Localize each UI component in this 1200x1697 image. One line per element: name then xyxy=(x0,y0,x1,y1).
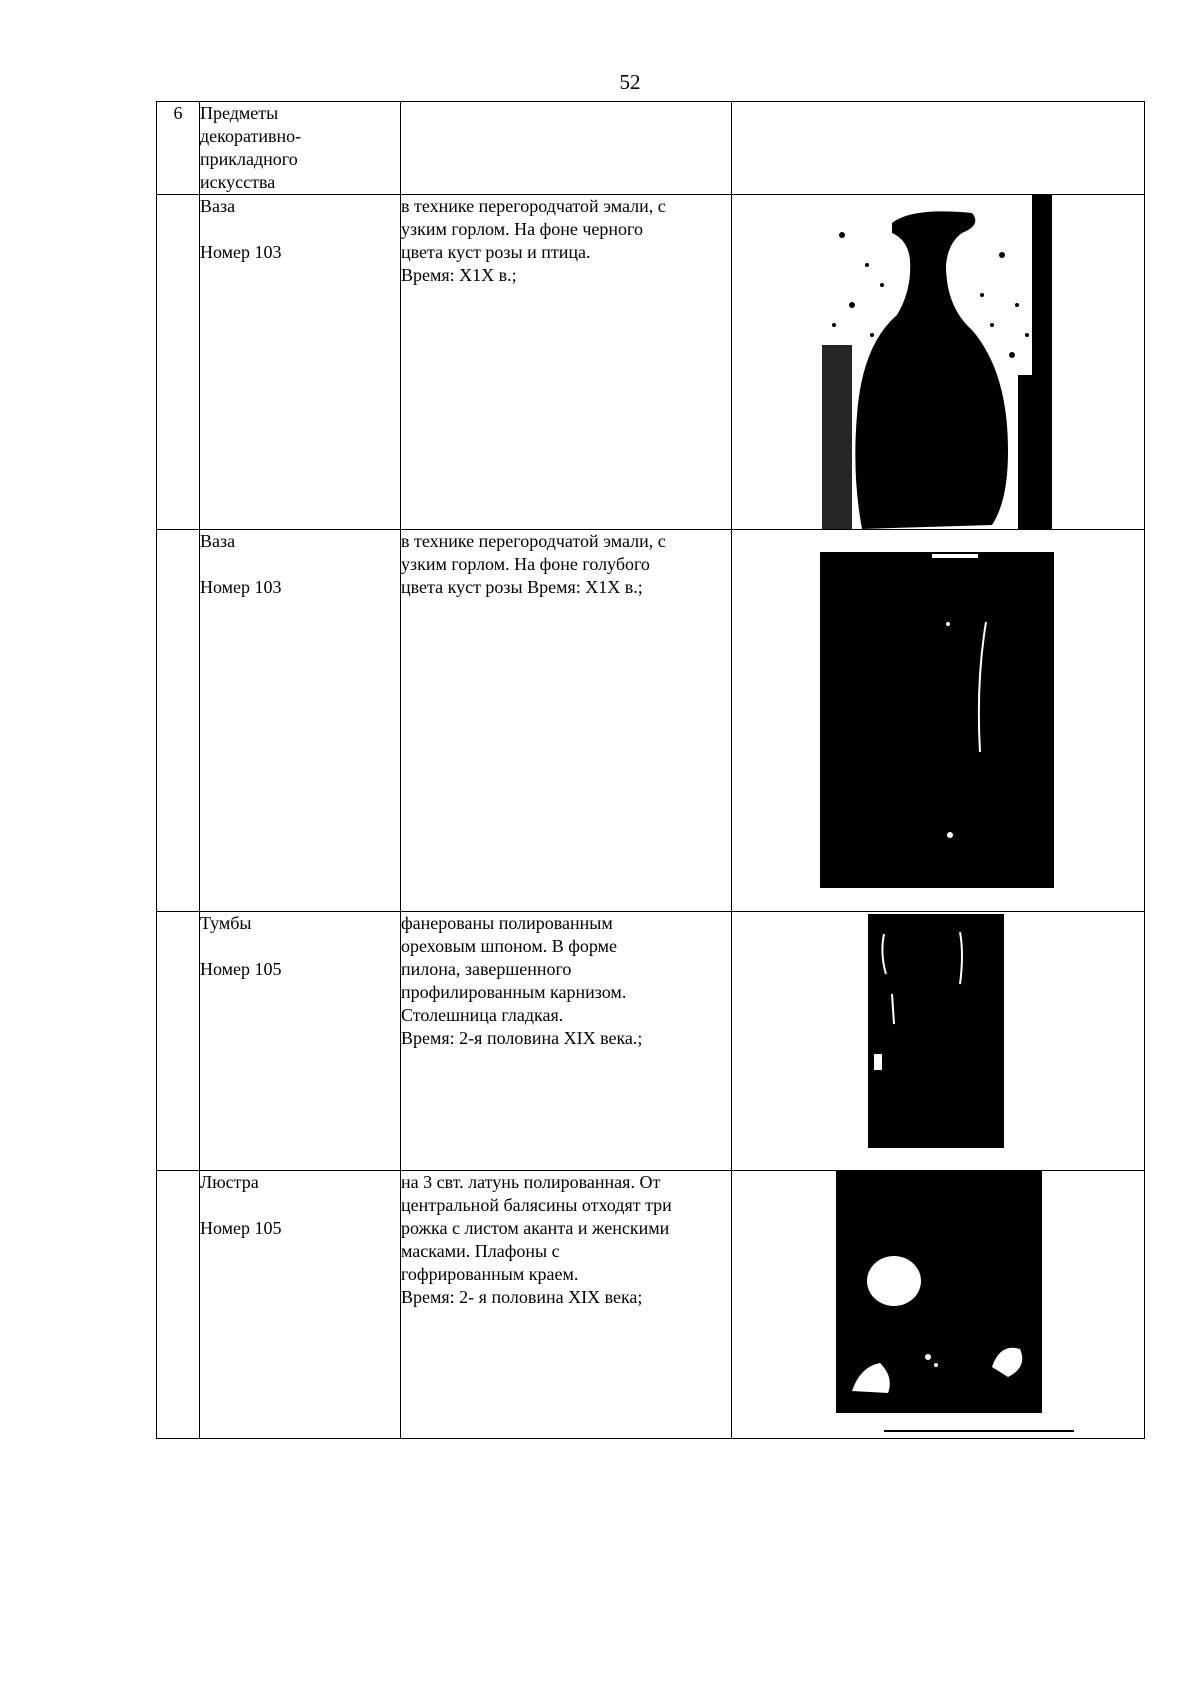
description-line: Время: 2- я половина XIX века; xyxy=(401,1287,643,1307)
description-line: профилированным карнизом. xyxy=(401,982,627,1002)
item-name: Тумбы xyxy=(200,913,252,933)
section-title-line: прикладного xyxy=(200,149,298,169)
description-line: в технике перегородчатой эмали, с xyxy=(401,531,666,551)
description-line: Столешница гладкая. xyxy=(401,1005,564,1025)
vase-blue-photo xyxy=(820,552,1054,888)
table-row xyxy=(157,1171,1145,1439)
table-row xyxy=(157,912,1145,1171)
empty-cell xyxy=(401,102,732,195)
section-title-line: искусства xyxy=(200,172,276,192)
item-name-cell xyxy=(200,912,401,1171)
description-line: цвета куст розы и птица. xyxy=(401,242,591,262)
description-line: Время: X1X в.; xyxy=(401,265,517,285)
section-title xyxy=(200,102,401,195)
table-row xyxy=(157,195,1145,530)
empty-cell xyxy=(732,102,1145,195)
bottom-rule xyxy=(884,1430,1074,1432)
item-name-cell xyxy=(200,1171,401,1439)
item-name: Люстра xyxy=(200,1172,259,1192)
item-name: Ваза xyxy=(200,196,236,216)
section-title-line: Предметы xyxy=(200,103,279,123)
description-line: Время: 2-я половина XIX века.; xyxy=(401,1028,643,1048)
table-row xyxy=(157,530,1145,912)
empty-cell xyxy=(157,195,200,530)
item-number: Номер 105 xyxy=(200,959,282,979)
vase-black-photo xyxy=(822,195,1052,529)
empty-cell xyxy=(157,912,200,1171)
item-photo-cell xyxy=(732,912,1145,1171)
item-name-cell xyxy=(200,195,401,530)
section-title-line: декоративно- xyxy=(200,126,302,146)
empty-cell xyxy=(157,1171,200,1439)
item-photo-cell xyxy=(732,1171,1145,1439)
description-line: гофрированным краем. xyxy=(401,1264,579,1284)
page-number: 52 xyxy=(619,70,641,94)
inventory-table xyxy=(156,101,1145,1439)
item-name: Ваза xyxy=(200,531,236,551)
item-number: Номер 103 xyxy=(200,577,282,597)
description-line: ореховым шпоном. В форме xyxy=(401,936,617,956)
item-photo-cell xyxy=(732,195,1145,530)
description-line: масками. Плафоны с xyxy=(401,1241,560,1261)
empty-cell xyxy=(157,530,200,912)
description-line: цвета куст розы Время: X1X в.; xyxy=(401,577,643,597)
description-line: в технике перегородчатой эмали, с xyxy=(401,196,666,216)
item-description xyxy=(401,195,732,530)
section-number: 6 xyxy=(157,102,200,195)
description-line: узким горлом. На фоне черного xyxy=(401,219,643,239)
item-number: Номер 103 xyxy=(200,242,282,262)
item-number: Номер 105 xyxy=(200,1218,282,1238)
item-photo-cell xyxy=(732,530,1145,912)
cabinet-photo xyxy=(868,914,1004,1148)
description-line: пилона, завершенного xyxy=(401,959,572,979)
description-line: рожка с листом аканта и женскими xyxy=(401,1218,670,1238)
description-line: фанерованы полированным xyxy=(401,913,613,933)
description-line: узким горлом. На фоне голубого xyxy=(401,554,650,574)
item-description xyxy=(401,912,732,1171)
description-line: на 3 свт. латунь полированная. От xyxy=(401,1172,661,1192)
item-description xyxy=(401,1171,732,1439)
item-name-cell xyxy=(200,530,401,912)
section-header-row xyxy=(157,102,1145,195)
description-line: центральной балясины отходят три xyxy=(401,1195,672,1215)
chandelier-photo xyxy=(836,1171,1042,1413)
item-description xyxy=(401,530,732,912)
